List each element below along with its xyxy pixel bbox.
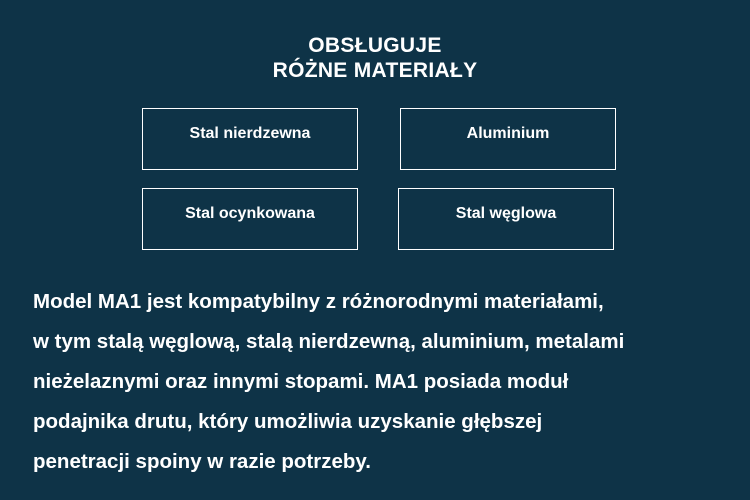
material-label: Stal węglowa [455, 205, 557, 222]
material-box-stainless-steel [142, 108, 358, 170]
description-line: w tym stalą węglową, stalą nierdzewną, aluminium, metalami [33, 330, 625, 353]
description-line: penetracji spoiny w razie potrzeby. [33, 450, 371, 473]
description-line: podajnika drutu, który umożliwia uzyskanie głębszej [33, 410, 543, 433]
material-label: Stal nierdzewna [189, 125, 311, 142]
description-line: nieżelaznymi oraz innymi stopami. MA1 posiada moduł [33, 370, 569, 393]
material-box-galvanized-steel [142, 188, 358, 250]
title-line-1: OBSŁUGUJE [308, 34, 442, 57]
material-box-carbon-steel [398, 188, 614, 250]
material-box-aluminium [400, 108, 616, 170]
title-line-2: RÓŻNE MATERIAŁY [272, 59, 478, 82]
section-title [0, 33, 750, 83]
material-label: Aluminium [466, 125, 550, 142]
description-line: Model MA1 jest kompatybilny z różnorodnymi materiałami, [33, 290, 604, 313]
material-label: Stal ocynkowana [185, 205, 315, 222]
description-paragraph [33, 282, 733, 482]
